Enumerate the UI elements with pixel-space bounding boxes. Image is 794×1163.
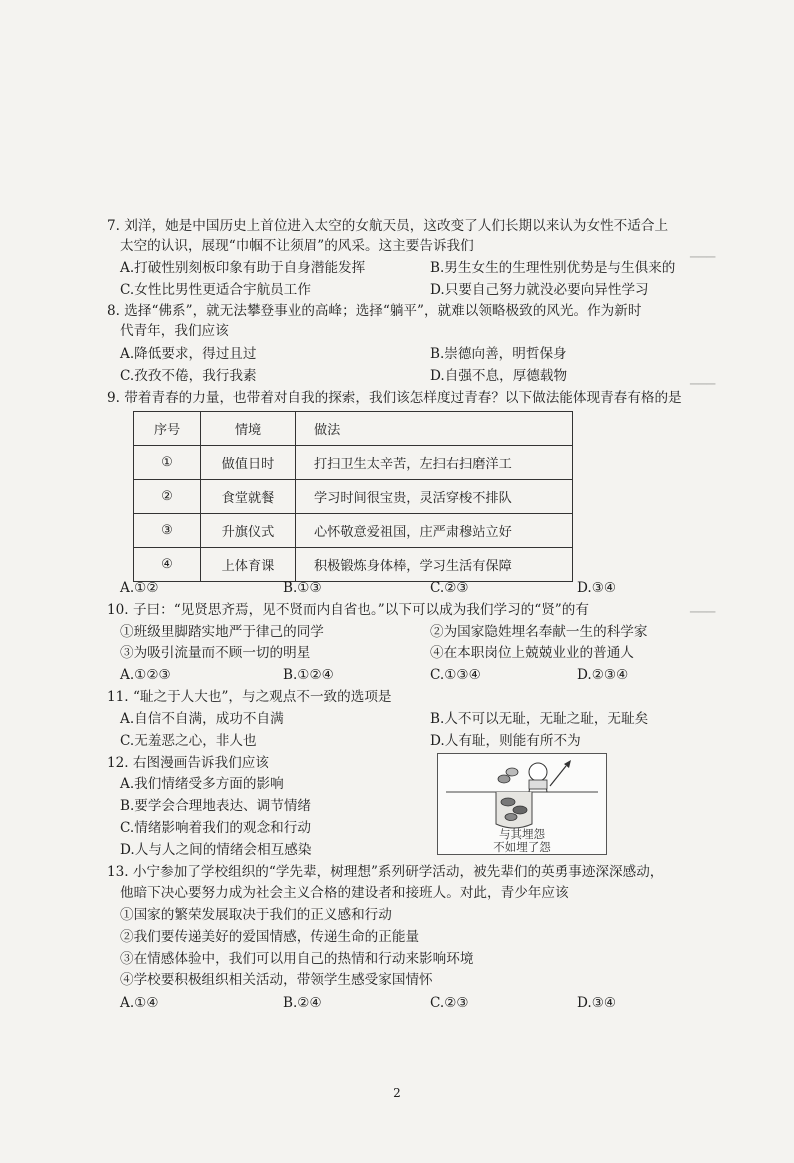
q7-stem-line2: 太空的认识，展现“巾帼不让须眉”的风采。这主要告诉我们 [120, 238, 474, 254]
q8-option-c: C.孜孜不倦，我行我素 [120, 368, 257, 384]
q10-option-b: B.①②④ [283, 667, 334, 683]
bleed-through-mark: ▁▁▁ [690, 600, 716, 613]
q9-option-c: C.②③ [430, 580, 469, 596]
q10-option-c: C.①③④ [430, 667, 481, 683]
q10-stem: 10. 子曰：“见贤思齐焉，见不贤而内自省也。”以下可以成为我们学习的“贤”的有 [107, 602, 589, 618]
q13-stem-line1: 13. 小宁参加了学校组织的“学先辈，树理想”系列研学活动，被先辈们的英勇事迹深深感动， [107, 864, 664, 880]
q12-option-c: C.情绪影响着我们的观念和行动 [120, 820, 311, 836]
q9-situations-table [133, 411, 573, 582]
q8-option-d: D.自强不息，厚德载物 [430, 368, 568, 384]
q13-stem-line2: 他暗下决心要努力成为社会主义合格的建设者和接班人。对此，青少年应该 [120, 885, 569, 901]
table-row [134, 548, 573, 582]
q11-option-d: D.人有耻，则能有所不为 [430, 733, 581, 749]
q12-stem: 12. 右图漫画告诉我们应该 [107, 755, 269, 771]
table-header-cell: 序号 [134, 412, 201, 446]
q10-item-4: ④在本职岗位上兢兢业业的普通人 [430, 645, 634, 661]
q13-option-b: B.②④ [283, 995, 322, 1011]
bleed-through-mark: ▁▁▁ [690, 245, 716, 258]
table-cell: 做值日时 [201, 446, 296, 480]
table-cell: ④ [134, 548, 201, 582]
q7-stem-line1: 7. 刘洋，她是中国历史上首位进入太空的女航天员，这改变了人们长期以来认为女性不适合上 [107, 218, 669, 234]
page-number: 2 [393, 1086, 401, 1100]
q8-stem-line1: 8. 选择“佛系”，就无法攀登事业的高峰；选择“躺平”，就难以领略极致的风光。作为新时 [107, 303, 642, 319]
q11-option-a: A.自信不自满，成功不自满 [120, 711, 284, 727]
q7-option-d: D.只要自己努力就没必要向异性学习 [430, 282, 649, 298]
q9-option-d: D.③④ [577, 580, 617, 596]
q13-item-1: ①国家的繁荣发展取决于我们的正义感和行动 [120, 907, 392, 923]
table-cell: 升旗仪式 [201, 514, 296, 548]
table-cell: 心怀敬意爱祖国，庄严肃穆站立好 [296, 514, 573, 548]
q9-stem: 9. 带着青春的力量，也带着对自我的探索，我们该怎样度过青春？以下做法能体现青春有格的是 [107, 390, 682, 406]
table-cell: 食堂就餐 [201, 480, 296, 514]
q8-option-a: A.降低要求，得过且过 [120, 346, 257, 362]
q11-option-b: B.人不可以无耻，无耻之耻，无耻矣 [430, 711, 649, 727]
q8-stem-line2: 代青年，我们应该 [120, 323, 229, 339]
q7-option-b: B.男生女生的生理性别优势是与生俱来的 [430, 260, 676, 276]
q7-option-c: C.女性比男性更适合宇航员工作 [120, 282, 311, 298]
q12-option-a: A.我们情绪受多方面的影响 [120, 776, 284, 792]
table-cell: 上体育课 [201, 548, 296, 582]
cartoon-caption-line1: 与其埋怨 [499, 827, 545, 841]
q13-option-c: C.②③ [430, 995, 469, 1011]
q7-option-a: A.打破性别刻板印象有助于自身潜能发挥 [120, 260, 366, 276]
q12-option-b: B.要学会合理地表达、调节情绪 [120, 798, 312, 814]
table-row [134, 446, 573, 480]
q13-item-3: ③在情感体验中，我们可以用自己的热情和行动来影响环境 [120, 951, 474, 967]
table-cell: ② [134, 480, 201, 514]
cartoon-caption-line2: 不如埋了怨 [493, 840, 551, 854]
q11-stem: 11. “耻之于人大也”，与之观点不一致的选项是 [107, 689, 392, 705]
q9-option-a: A.①② [120, 580, 159, 596]
bleed-through-mark: ▁▁▁ [690, 372, 716, 385]
q11-option-c: C.无羞恶之心，非人也 [120, 733, 257, 749]
q12-cartoon [437, 753, 607, 855]
table-cell: ① [134, 446, 201, 480]
q13-option-d: D.③④ [577, 995, 617, 1011]
q10-item-2: ②为国家隐姓埋名奉献一生的科学家 [430, 624, 648, 640]
q12-option-d: D.人与人之间的情绪会相互感染 [120, 842, 312, 858]
q10-item-3: ③为吸引流量而不顾一切的明星 [120, 645, 311, 661]
table-cell: 打扫卫生太辛苦，左扫右扫磨洋工 [296, 446, 573, 480]
table-cell: ③ [134, 514, 201, 548]
table-cell: 积极锻炼身体棒，学习生活有保障 [296, 548, 573, 582]
q13-item-4: ④学校要积极组织相关活动，带领学生感受家国情怀 [120, 972, 433, 988]
q9-option-b: B.①③ [283, 580, 322, 596]
q13-option-a: A.①④ [120, 995, 159, 1011]
q10-option-d: D.②③④ [577, 667, 629, 683]
q8-option-b: B.崇德向善，明哲保身 [430, 346, 567, 362]
table-header-row [134, 412, 573, 446]
q10-item-1: ①班级里脚踏实地严于律己的同学 [120, 624, 324, 640]
table-header-cell: 做法 [296, 412, 573, 446]
table-row [134, 514, 573, 548]
q10-option-a: A.①②③ [120, 667, 171, 683]
table-row [134, 480, 573, 514]
q13-item-2: ②我们要传递美好的爱国情感，传递生命的正能量 [120, 929, 420, 945]
table-header-cell: 情境 [201, 412, 296, 446]
table-cell: 学习时间很宝贵，灵活穿梭不排队 [296, 480, 573, 514]
